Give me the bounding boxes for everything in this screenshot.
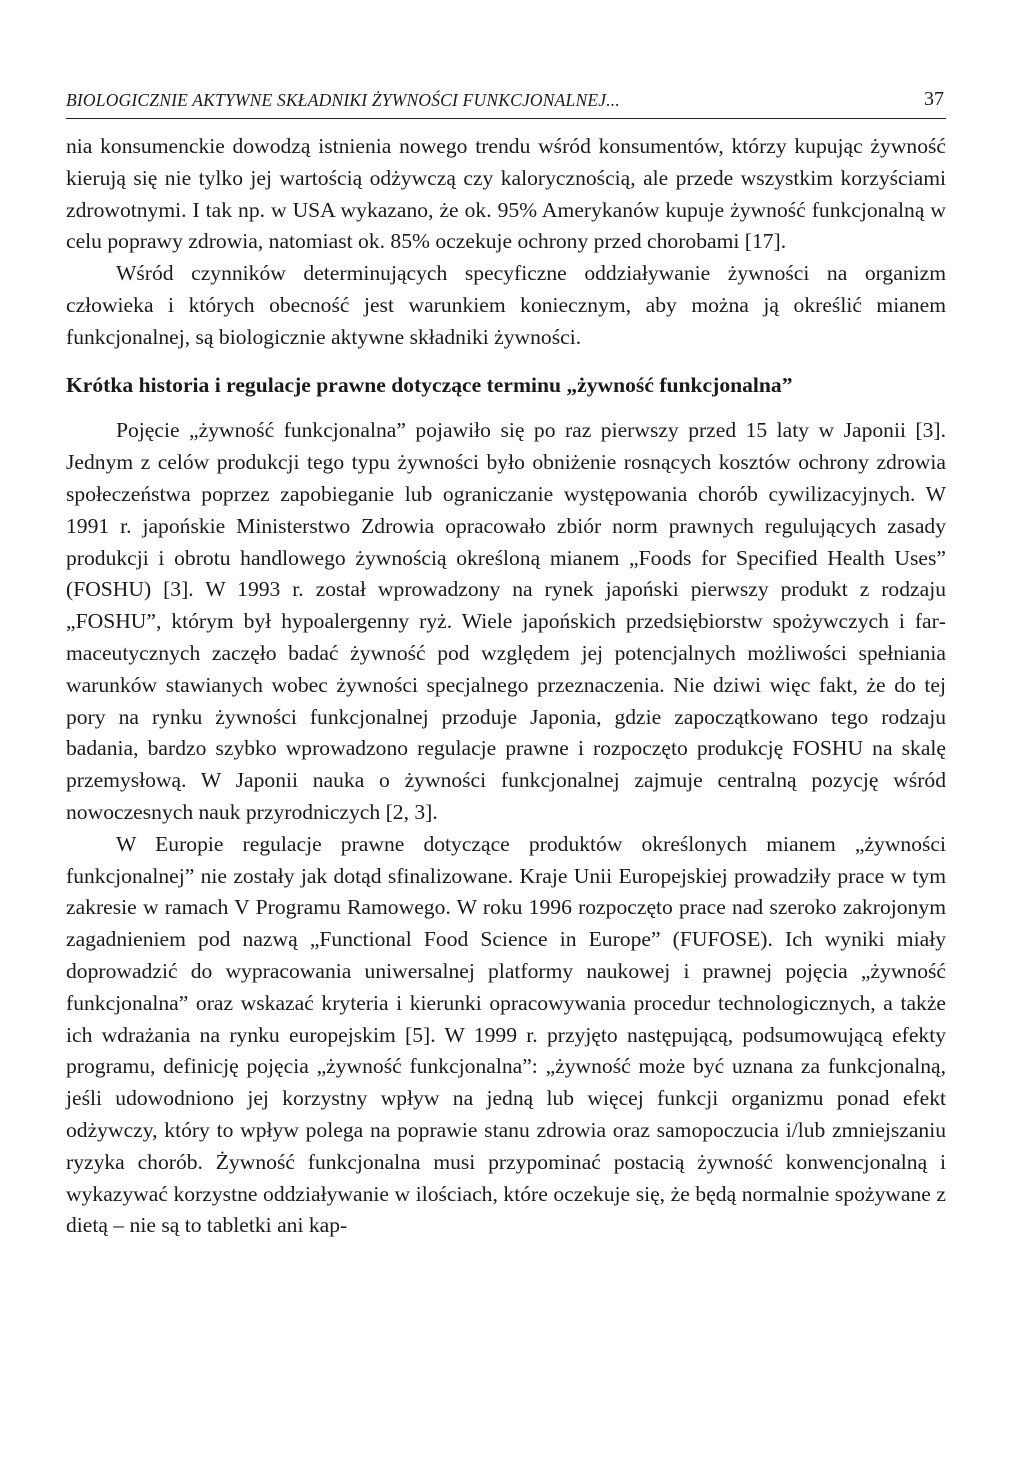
- page-number: 37: [924, 88, 944, 110]
- paragraph: W Europie regulacje prawne dotyczące produktów określonych mianem „żywności funkcjonalnej” nie zostały jak dotąd sfinalizowane. Kraje Unii Europejskiej prowadziły prace w tym zakresie w ramach V Programu Ramowego. W roku 1996 rozpoczęto prace nad szeroko zakrojonym zagadnieniem pod nazwą „Functional Food Science in Europe” (FUFOSE). Ich wyniki miały doprowadzić do wypracowania uniwersalnej platformy naukowej i prawnej pojęcia „żywność funkcjonalna” oraz wskazać kryteria i kierunki opracowywania procedur technologicznych, a także ich wdrażania na rynku europejskim [5]. W 1999 r. przyjęto następującą, podsumowującą efekty programu, definicję pojęcia „żywność funkcjonalna”: „żywność może być uznana za funkcjonalną, jeśli udowodniono jej korzystny wpływ na jedną lub więcej funkcji organizmu ponad efekt odżywczy, który to wpływ polega na poprawie stanu zdrowia oraz samopoczucia i/lub zmniejszaniu ryzyka chorób. Żywność funkcjonalna musi przypominać postacią żywność konwencjonalną i wykazywać korzystne oddziaływanie w ilościach, które oczekuje się, że będą normalnie spożywane z dietą – nie są to tabletki ani kap-: [66, 831, 946, 1238]
- running-header: [66, 88, 946, 119]
- paragraph: Pojęcie „żywność funkcjonalna” pojawiło się po raz pierwszy przed 15 laty w Japonii [3]. Jednym z celów produkcji tego typu żywności było obniżenie rosnących kosztów ochrony zdrowia społeczeństwa poprzez zapobieganie lub ograniczanie występowania chorób cywilizacyjnych. W 1991 r. japońskie Ministerstwo Zdrowia opracowało zbiór norm prawnych regulujących zasady produkcji i obrotu handlowego żywnością określoną mianem „Foods for Specified Health Uses” (FOSHU) [3]. W 1993 r. został wprowadzony na rynek japoński pierwszy produkt z rodzaju „FOSHU”, którym był hypoalergenny ryż. Wiele japońskich przedsiębiorstw spożywczych i farmaceutycznych zaczęło badać żywność pod względem jej potencjalnych możliwości spełniania warunków stawianych wobec żywności specjalnego przeznaczenia. Nie dziwi więc fakt, że do tej pory na rynku żywności funkcjonalnej przoduje Japonia, gdzie zapoczątkowano tego rodzaju badania, bardzo szybko wprowadzono regulacje prawne i rozpoczęto produkcję FOSHU na skalę przemysłową. W Japonii nauka o żywności funkcjonalnej zajmuje centralną pozycję wśród nowoczesnych nauk przyrodniczych [2, 3].: [66, 418, 946, 824]
- section-heading: Krótka historia i regulacje prawne dotyczące terminu „żywność funkcjonalna”: [66, 372, 793, 397]
- header-title: BIOLOGICZNIE AKTYWNE SKŁADNIKI ŻYWNOŚCI FUNKCJONALNEJ...: [66, 90, 620, 110]
- paragraph: Wśród czynników determinujących specyficzne oddziaływanie żywności na organizm człowieka i których obecność jest warunkiem koniecznym, aby można ją określić mianem funkcjonalnej, są biologicznie aktywne składniki żywności.: [66, 261, 946, 349]
- paragraph-continuation: nia konsumenckie dowodzą istnienia nowego trendu wśród konsumentów, którzy kupując żywność kierują się nie tylko jej wartością odżywczą czy kalorycznością, ale przede wszystkim korzyściami zdrowotnymi. I tak np. w USA wykazano, że ok. 95% Amerykanów kupuje żywność funkcjonalną w celu poprawy zdrowia, natomiast ok. 85% oczekuje ochrony przed chorobami [17].: [66, 134, 946, 254]
- body-text: [66, 131, 946, 1242]
